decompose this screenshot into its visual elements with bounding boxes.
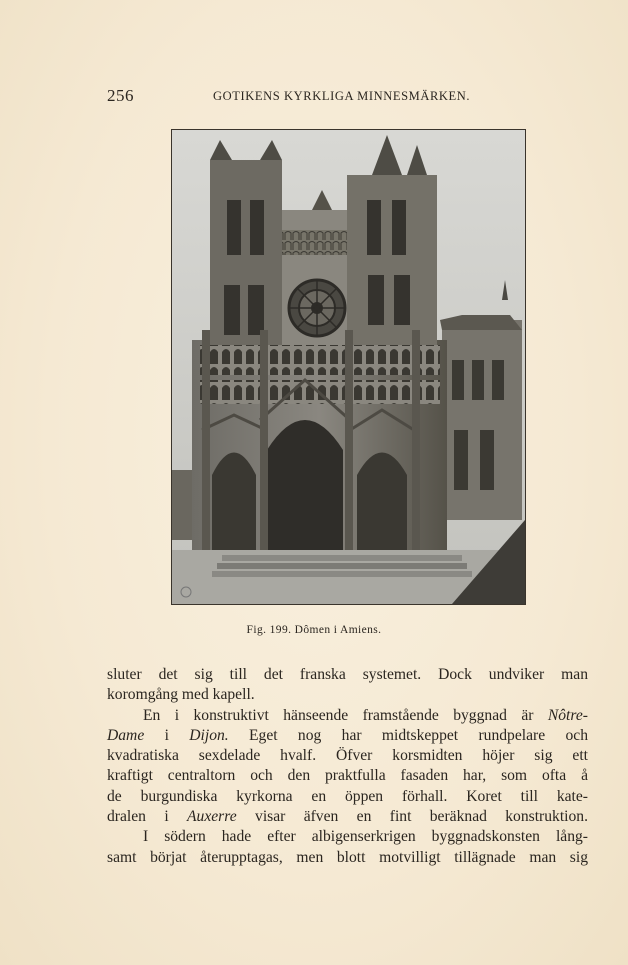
text-line: kraftigt centraltorn och den praktfulla fasaden har, som ofta å [107,767,588,785]
cathedral-illustration [171,129,526,605]
text-line: de burgundiska kyrkorna en öppen förhall. Koret till kate- [107,787,588,805]
text-line: dralen i Auxerre visar äfven en fint beräknad konstruktion. [107,808,588,826]
text-line: sluter det sig till det franska systemet. Dock undviker man [107,666,588,683]
amiens-cathedral-engraving [172,130,525,604]
text-line: kvadratiska sexdelade hvalf. Öfver korsmidten höjer sig ett [107,747,588,765]
figure-caption: Fig. 199. Dômen i Amiens. [246,624,382,636]
text-line: samt börjat återupptagas, men blott motvilligt tillägnade man sig [107,848,588,866]
page-header [107,86,590,108]
text-line: En i konstruktivt hänseende framstående byggnad är Nôtre- [143,706,588,724]
page-number: 256 [107,86,134,105]
text-line: Dame i Dijon. Eget nog har midtskeppet rundpelare och [107,726,588,744]
text-line: koromgång med kapell. [107,686,255,704]
running-title: GOTIKENS KYRKLIGA MINNESMÄRKEN. [213,89,471,103]
body-text [107,665,588,868]
text-line: I södern hade efter albigenserkrigen byggnadskonsten lång- [143,828,588,846]
